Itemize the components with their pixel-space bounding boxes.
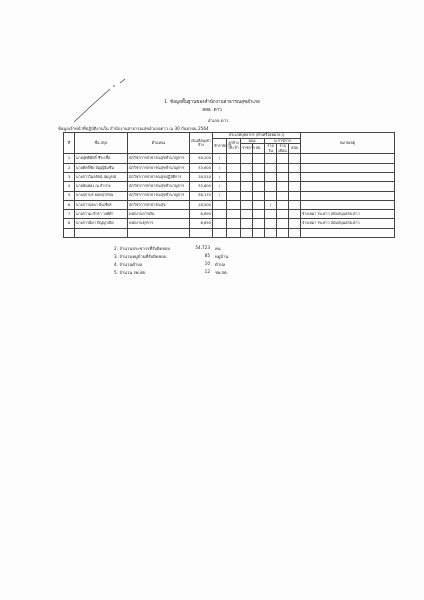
cell-mark xyxy=(253,228,265,237)
header-temp-c: สนับ xyxy=(289,144,301,154)
table-row xyxy=(64,219,395,228)
cell-salary: 8,690 xyxy=(190,210,213,219)
cell-mark: / xyxy=(213,191,227,200)
cell-name xyxy=(75,228,128,237)
cell-salary: 38,170 xyxy=(190,191,213,200)
cell-mark xyxy=(241,182,253,191)
stat-label: 2. จำนวนประชากรที่รับผิดชอบ xyxy=(114,246,171,251)
header-civil-servant: ข้าราชการ xyxy=(213,138,227,154)
cell-mark xyxy=(213,200,227,209)
cell-mark xyxy=(289,154,301,163)
header-no: ที่ xyxy=(64,133,75,154)
header-position: ตำแหน่ง xyxy=(128,133,190,154)
cell-mark xyxy=(289,210,301,219)
cell-position: พนักงานธุรการ xyxy=(128,219,190,228)
cell-name: นางสาวมะลิวรา วงศ์คำ xyxy=(75,210,128,219)
cell-mark xyxy=(289,182,301,191)
district-line: อำเภอ ตาว xyxy=(208,118,229,123)
cell-no: 3 xyxy=(64,172,75,181)
cell-no xyxy=(64,228,75,237)
cell-mark xyxy=(227,154,241,163)
cell-mark xyxy=(241,228,253,237)
cell-mark xyxy=(265,191,277,200)
cell-mark: / xyxy=(213,163,227,172)
stat-population xyxy=(114,245,314,253)
cell-mark xyxy=(265,210,277,219)
cell-position: นักวิชาการสาธารณสุขปฏิบัติการ xyxy=(128,172,190,181)
cell-mark xyxy=(241,154,253,163)
stat-label: 5. จำนวน รพ.สต. xyxy=(114,270,147,275)
cell-remark: จ้างเหมา รพ.ตาว สนับสนุนสสอ.ตาว xyxy=(301,210,395,219)
cell-no: 1 xyxy=(64,154,75,163)
cell-mark xyxy=(253,163,265,172)
cell-salary: 8,690 xyxy=(190,219,213,228)
cell-mark xyxy=(241,219,253,228)
cell-name: นายสุทธิศักดิ์ ชีระเชื้อ xyxy=(75,154,128,163)
cell-mark xyxy=(213,219,227,228)
cell-remark xyxy=(301,172,395,181)
cell-no: 4 xyxy=(64,182,75,191)
cell-no: 2 xyxy=(64,163,75,172)
cell-mark xyxy=(241,163,253,172)
header-gov-emp-b: สธ. xyxy=(253,144,265,154)
cell-mark xyxy=(265,172,277,181)
cell-salary: 18,000 xyxy=(190,200,213,209)
cell-remark xyxy=(301,228,395,237)
cell-mark xyxy=(241,172,253,181)
cell-mark xyxy=(227,182,241,191)
cell-mark xyxy=(227,163,241,172)
cell-mark xyxy=(227,219,241,228)
table-row xyxy=(64,210,395,219)
cell-salary: 56,200 xyxy=(190,154,213,163)
cell-mark xyxy=(253,191,265,200)
cell-position: นักวิชาการสาธารณสุขชำนาญการ xyxy=(128,154,190,163)
table-row xyxy=(64,182,395,191)
cell-position: นักวิชาการสาธารณสุข xyxy=(128,200,190,209)
table-row xyxy=(64,163,395,172)
cell-mark xyxy=(227,210,241,219)
header-type-group: ประเภทบุคลากร (ทำเครื่องหมาย /) xyxy=(213,133,301,139)
cell-mark xyxy=(277,172,289,181)
table-row xyxy=(64,200,395,209)
doc-subtitle: สสอ. ตาว xyxy=(202,108,222,113)
cell-no: 7 xyxy=(64,210,75,219)
stat-unit: หมู่บ้าน xyxy=(215,254,229,259)
header-salary: เงินเดือน/ค่าจ้าง xyxy=(190,133,213,154)
cell-position: นักวิชาการสาธารณสุขชำนาญการ xyxy=(128,191,190,200)
cell-mark: / xyxy=(213,172,227,181)
cell-mark xyxy=(253,172,265,181)
stat-subdistricts xyxy=(114,261,314,269)
cell-mark xyxy=(241,200,253,209)
cell-salary: 33,800 xyxy=(190,182,213,191)
cell-remark xyxy=(301,182,395,191)
cell-mark xyxy=(241,210,253,219)
cell-mark xyxy=(227,200,241,209)
header-remark: หมายเหตุ xyxy=(301,133,395,154)
cell-position: พนักงานการเงิน xyxy=(128,210,190,219)
cell-mark xyxy=(253,182,265,191)
stat-value: 12 xyxy=(204,269,210,274)
cell-mark xyxy=(265,228,277,237)
cell-mark xyxy=(289,172,301,181)
cell-mark xyxy=(213,210,227,219)
stat-label: 3. จำนวนหมู่บ้านที่รับผิดชอบ xyxy=(114,254,167,259)
cell-mark xyxy=(277,200,289,209)
cell-name: นางสุภาพร ยอดสุวรรณ xyxy=(75,191,128,200)
stat-label: 4. จำนวนตำบล xyxy=(114,262,143,267)
cell-name: นายศักดิ์ชัย ปัญญ์อิ่มชื่น xyxy=(75,163,128,172)
cell-mark xyxy=(289,191,301,200)
header-temp-b: รายเดือน xyxy=(278,144,287,153)
cell-mark xyxy=(277,219,289,228)
cell-no: 8 xyxy=(64,219,75,228)
cell-mark xyxy=(253,219,265,228)
cell-mark xyxy=(253,200,265,209)
cell-mark xyxy=(227,172,241,181)
cell-mark xyxy=(277,191,289,200)
stat-value: 54,723 xyxy=(195,245,210,250)
cell-mark xyxy=(289,219,301,228)
cell-salary xyxy=(190,228,213,237)
cell-mark xyxy=(265,163,277,172)
header-temp-a: รายวัน xyxy=(265,144,277,154)
cell-name: นายพันทอง ณ ลำปาง xyxy=(75,182,128,191)
stat-unit: รพ.สต. xyxy=(215,270,228,275)
cell-mark xyxy=(253,154,265,163)
cell-remark xyxy=(301,191,395,200)
cell-position xyxy=(128,228,190,237)
cell-mark xyxy=(265,154,277,163)
cell-mark xyxy=(227,228,241,237)
summary-stats xyxy=(114,245,314,277)
table-row xyxy=(64,228,395,237)
cell-mark xyxy=(265,182,277,191)
stat-unit: คน xyxy=(215,246,221,251)
stat-villages xyxy=(114,253,314,261)
cell-no: 6 xyxy=(64,200,75,209)
table-row xyxy=(64,154,395,163)
cell-mark xyxy=(277,210,289,219)
cell-mark xyxy=(277,228,289,237)
cell-mark xyxy=(289,228,301,237)
table-row xyxy=(64,172,395,181)
cell-mark: / xyxy=(213,154,227,163)
cell-salary: 18,510 xyxy=(190,172,213,181)
cell-remark xyxy=(301,200,395,209)
cell-mark xyxy=(227,191,241,200)
stat-unit: ตำบล xyxy=(215,262,226,267)
cell-name: นางสาวกุลพา อินเชียร xyxy=(75,200,128,209)
cell-mark xyxy=(241,191,253,200)
stat-value: 10 xyxy=(204,261,210,266)
cell-mark xyxy=(289,163,301,172)
cell-name: นางสาวนิษา ปัญญาเปิด xyxy=(75,219,128,228)
header-temp-group: พ.ราชการ xyxy=(265,138,301,144)
cell-mark xyxy=(277,154,289,163)
header-gov-emp-a: ราชการ xyxy=(241,144,253,154)
cell-mark xyxy=(213,228,227,237)
cell-position: นักวิชาการสาธารณสุขชำนาญการ xyxy=(128,182,190,191)
staff-table xyxy=(63,132,395,238)
table-caption: ข้อมูลเจ้าหน้าที่ปฏิบัติงานใน สำนักงานสาธารณสุขอำเภอตาว ณ 30 กันยายน 2564 xyxy=(58,126,209,131)
cell-remark xyxy=(301,154,395,163)
cell-mark xyxy=(265,219,277,228)
cell-no: 5 xyxy=(64,191,75,200)
cell-position: นักวิชาการสาธารณสุขชำนาญการ xyxy=(128,163,190,172)
header-gov-employee: พนง. xyxy=(241,138,265,144)
cell-remark: จ้างเหมา รพ.ตาว สนับสนุนสสอ.ตาว xyxy=(301,219,395,228)
cell-mark xyxy=(277,163,289,172)
cell-remark xyxy=(301,163,395,172)
cell-mark: / xyxy=(213,182,227,191)
cell-mark xyxy=(289,200,301,209)
cell-name: นางสาววิมลรัตน์ สมบูรณ์ xyxy=(75,172,128,181)
stat-health-centers xyxy=(114,269,314,277)
stat-value: 85 xyxy=(204,253,210,258)
table-row xyxy=(64,191,395,200)
cell-mark xyxy=(277,182,289,191)
cell-mark: / xyxy=(265,200,277,209)
cell-mark xyxy=(253,210,265,219)
header-employee: ลูกจ้างประจำ xyxy=(227,138,241,154)
header-name: ชื่อ-สกุล xyxy=(75,133,128,154)
cell-salary: 33,600 xyxy=(190,163,213,172)
doc-title: 1. ข้อมูลพื้นฐานของสำนักงานสาธารณสุขอำเภอ xyxy=(164,100,260,105)
